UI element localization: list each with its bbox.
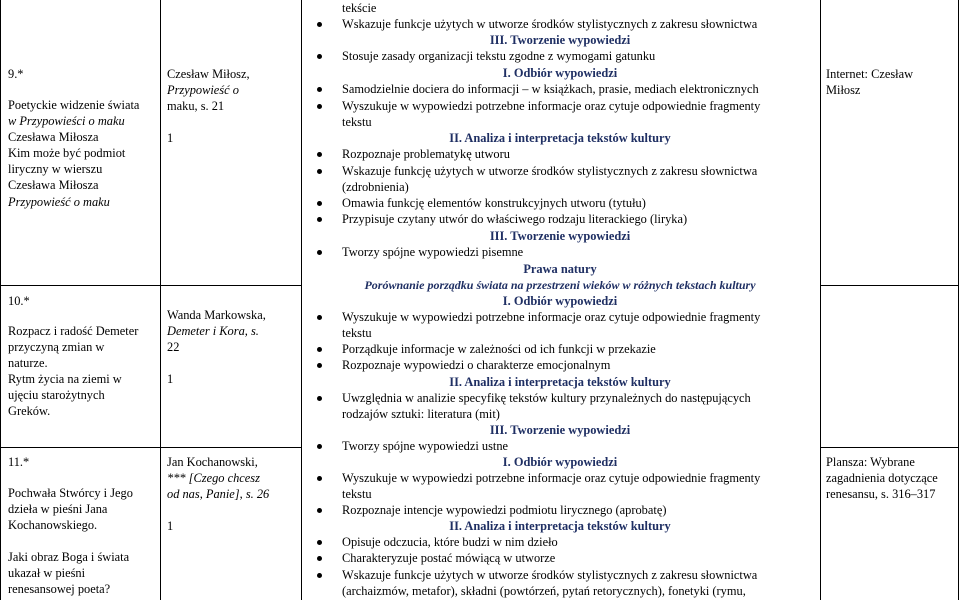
goal-item: Wskazuje funkcje użytych w utworze środków stylistycznych z zakresu słownictwa <box>342 17 758 31</box>
goal-heading: II. Analiza i interpretacja tekstów kultury <box>449 519 671 533</box>
goal-heading: I. Odbiór wypowiedzi <box>502 66 618 80</box>
resource-line: Miłosz <box>826 83 861 98</box>
goal-item: Wskazuje funkcję użytych w utworze środków stylistycznych z zakresu słownictwa <box>342 164 758 178</box>
topic-line: Rozpacz i radość Demeter <box>8 324 139 338</box>
goal-item: Rozpoznaje problematykę utworu <box>342 147 510 161</box>
column-divider <box>160 0 161 600</box>
hours-count: 1 <box>167 519 174 533</box>
row-divider <box>0 447 301 448</box>
resource-line: renesansu, s. 316–317 <box>826 487 936 502</box>
table-border-left <box>0 0 1 600</box>
goal-continuation: (archaizmów, metafor), składni (powtórzeń, pytań retorycznych), fonetyki (rymu, <box>342 584 746 598</box>
topic-spacer <box>8 533 158 549</box>
goal-item: Przypisuje czytany utwór do właściwego rodzaju literackiego (liryka) <box>342 212 688 226</box>
topic-line: Jaki obraz Boga i świata <box>8 550 130 565</box>
goal-heading: I. Odbiór wypowiedzi <box>502 294 618 308</box>
goal-item: Omawia funkcję elementów konstrukcyjnych utworu (tytułu) <box>342 196 646 210</box>
goal-item: Wyszukuje w wypowiedzi potrzebne informacje oraz cytuje odpowiednie fragmenty <box>342 310 761 324</box>
goal-heading: III. Tworzenie wypowiedzi <box>489 423 631 437</box>
lesson-topic <box>8 323 158 420</box>
topic-line: Czesława Miłosza <box>8 178 99 193</box>
lesson-topic <box>8 97 158 210</box>
topic-line: Poetyckie widzenie świata <box>8 98 140 112</box>
goal-continuation: tekście <box>342 1 377 15</box>
resource-line: Plansza: Wybrane <box>826 455 915 469</box>
resource-line: zagadnienia dotyczące <box>826 471 938 486</box>
goal-item: Charakteryzuje postać mówiącą w utworze <box>342 551 556 565</box>
topic-line: Pochwała Stwórcy i Jego <box>8 486 133 500</box>
goal-continuation: tekstu <box>342 487 372 501</box>
goal-item: Opisuje odczucia, które budzi w nim dzieło <box>342 535 558 549</box>
topic-line: Kim może być podmiot <box>8 146 126 161</box>
text-line: Demeter i Kora, s. <box>167 324 259 339</box>
goal-heading: I. Odbiór wypowiedzi <box>502 455 618 469</box>
text-line: 22 <box>167 340 180 355</box>
goal-heading: II. Analiza i interpretacja tekstów kultury <box>449 375 671 389</box>
topic-line: przyczyną zmian w <box>8 340 105 355</box>
lesson-number: 10.* <box>8 294 30 308</box>
hours-count: 1 <box>167 372 174 386</box>
goal-item: Samodzielnie dociera do informacji – w książkach, prasie, mediach elektronicznych <box>342 82 759 96</box>
topic-line: dzieła w pieśni Jana <box>8 502 108 517</box>
goal-item: Stosuje zasady organizacji tekstu zgodne z wymogami gatunku <box>342 49 656 63</box>
topic-line: ujęciu starożytnych <box>8 388 105 403</box>
goal-heading: III. Tworzenie wypowiedzi <box>489 229 631 243</box>
text-line: Wanda Markowska, <box>167 308 266 322</box>
goal-item: Rozpoznaje intencje wypowiedzi podmiotu lirycznego (aprobatę) <box>342 503 667 517</box>
goal-continuation: rodzajów sztuki: literatura (mit) <box>342 407 500 421</box>
text-reference <box>167 307 299 355</box>
section-subtitle: Porównanie porządku świata na przestrzeni wieków w różnych tekstach kultury <box>364 278 756 292</box>
text-line: maku, s. 21 <box>167 99 225 114</box>
topic-line: Kochanowskiego. <box>8 518 98 533</box>
goal-item: Tworzy spójne wypowiedzi ustne <box>342 439 509 453</box>
goal-item: Rozpoznaje wypowiedzi o charakterze emocjonalnym <box>342 358 611 372</box>
goal-item: Tworzy spójne wypowiedzi pisemne <box>342 245 524 259</box>
text-reference <box>167 454 299 502</box>
topic-line: ukazał w pieśni <box>8 566 86 581</box>
hours-count: 1 <box>167 131 174 145</box>
text-line: Czesław Miłosz, <box>167 67 250 81</box>
goal-item: Porządkuje informacje w zależności od ich funkcji w przekazie <box>342 342 656 356</box>
column-divider <box>820 0 821 600</box>
goal-heading: III. Tworzenie wypowiedzi <box>489 33 631 47</box>
goal-continuation: tekstu <box>342 326 372 340</box>
topic-line: Greków. <box>8 404 51 419</box>
goal-item: Wyszukuje w wypowiedzi potrzebne informacje oraz cytuje odpowiednie fragmenty <box>342 99 761 113</box>
topic-line: Rytm życia na ziemi w <box>8 372 122 387</box>
text-reference <box>167 66 299 114</box>
topic-line: renesansowej poeta? <box>8 582 111 597</box>
row-divider <box>0 285 301 286</box>
text-line: od nas, Panie], s. 26 <box>167 487 270 502</box>
resources <box>826 66 956 98</box>
resource-line: Internet: Czesław <box>826 67 914 81</box>
text-line: *** [Czego chcesz <box>167 471 260 486</box>
text-line: Jan Kochanowski, <box>167 455 258 469</box>
goal-heading: II. Analiza i interpretacja tekstów kultury <box>449 131 671 145</box>
resources <box>826 454 956 502</box>
goal-continuation: tekstu <box>342 115 372 129</box>
topic-line: Czesława Miłosza <box>8 130 99 145</box>
topic-line: w Przypowieści o maku <box>8 114 125 129</box>
section-title: Prawa natury <box>523 262 597 276</box>
topic-line: Przypowieść o maku <box>8 194 110 209</box>
topic-line: liryczny w wierszu <box>8 162 103 177</box>
goal-item: Uwzględnia w analizie specyfikę tekstów kultury przynależnych do następujących <box>342 391 751 405</box>
goal-item: Wyszukuje w wypowiedzi potrzebne informacje oraz cytuje odpowiednie fragmenty <box>342 471 761 485</box>
text-line: Przypowieść o <box>167 83 239 98</box>
row-divider <box>820 447 959 448</box>
goal-item: Wskazuje funkcje użytych w utworze środków stylistycznych z zakresu słownictwa <box>342 568 758 582</box>
topic-line: naturze. <box>8 356 48 371</box>
lesson-number: 11.* <box>8 455 30 469</box>
lesson-number: 9.* <box>8 67 24 81</box>
row-divider <box>820 285 959 286</box>
goal-continuation: (zdrobnienia) <box>342 180 409 194</box>
lesson-topic <box>8 485 158 598</box>
